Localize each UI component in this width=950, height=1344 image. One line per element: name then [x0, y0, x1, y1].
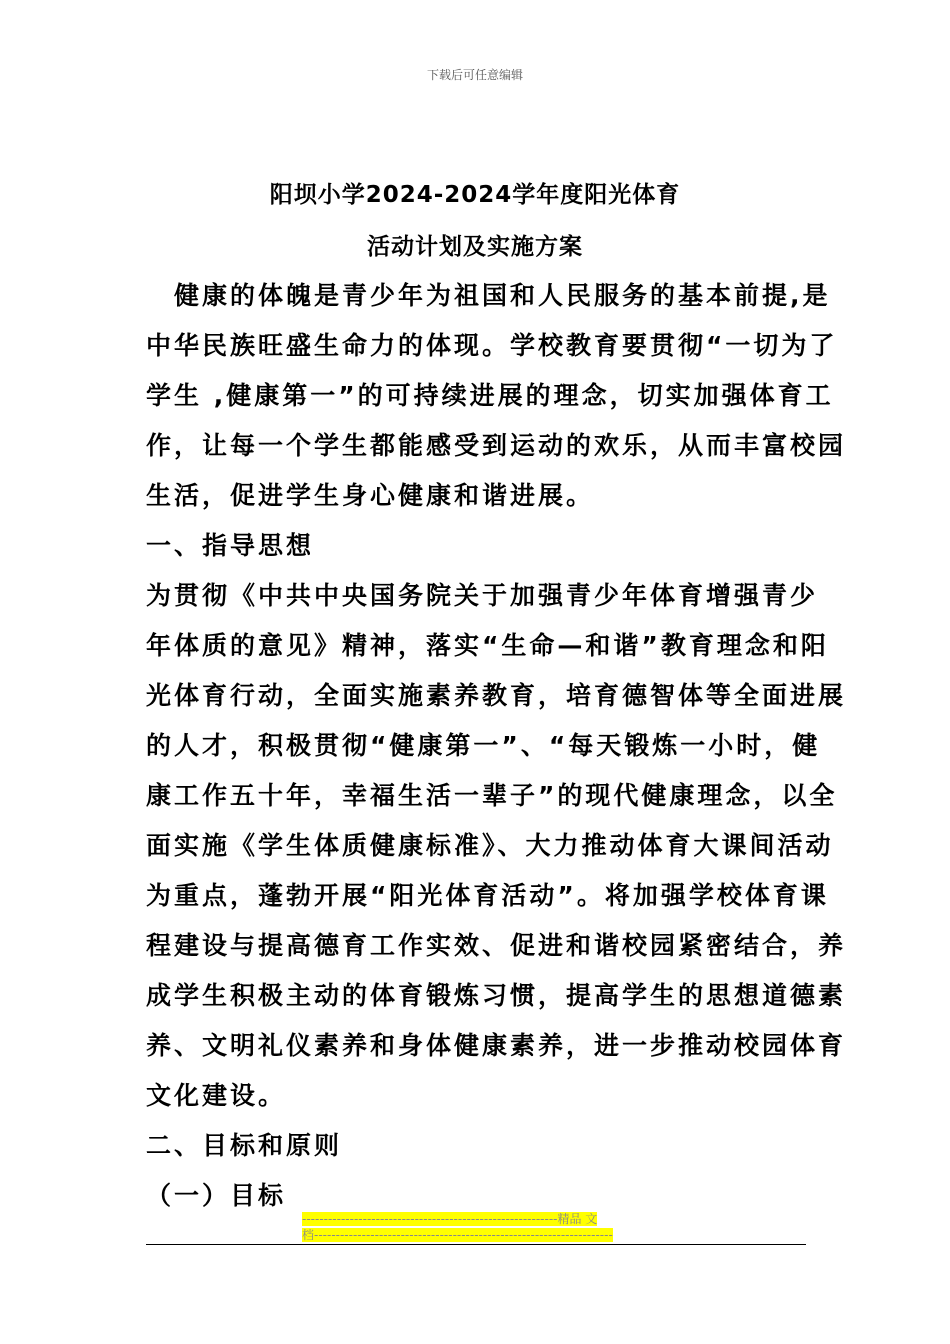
subsection-heading: （一）目标: [146, 1181, 287, 1210]
footer-watermark-line-2: [302, 1228, 652, 1242]
body-line: 年体质的意见》精神，落实“生命—和谐”教育理念和阳: [146, 631, 829, 660]
document-title-line-1: 阳坝小学2024-2024学年度阳光体育: [269, 182, 681, 208]
body-line: 为贯彻《中共中央国务院关于加强青少年体育增强青少: [146, 581, 819, 610]
body-line: 面实施《学生体质健康标准》、大力推动体育大课间活动: [146, 831, 834, 860]
body-line: 康工作五十年，幸福生活一辈子”的现代健康理念，以全: [146, 781, 838, 810]
section-heading-1: 一、指导思想: [146, 531, 315, 560]
body-line: 为重点，蓬勃开展“阳光体育活动”。将加强学校体育课: [146, 881, 829, 910]
body-line: 健康的体魄是青少年为祖国和人民服务的基本前提,是: [146, 281, 831, 310]
body-line: 中华民族旺盛生命力的体现。学校教育要贯彻“一切为了: [146, 331, 838, 360]
section-heading-2: 二、目标和原则: [146, 1131, 343, 1160]
body-line: 光体育行动，全面实施素养教育，培育德智体等全面进展: [146, 681, 847, 710]
footer-watermark-line-1: [302, 1212, 642, 1226]
footer-rule: [146, 1244, 806, 1245]
body-line: 养、文明礼仪素养和身体健康素养，进一步推动校园体育: [146, 1031, 847, 1060]
body-line: 作，让每一个学生都能感受到运动的欢乐，从而丰富校园: [146, 431, 847, 460]
document-title-line-2: 活动计划及实施方案: [367, 234, 583, 260]
header-note: 下载后可任意编辑: [426, 68, 523, 82]
body-line: 学生 ,健康第一”的可持续进展的理念，切实加强体育工: [146, 381, 834, 410]
footer-watermark-text: 档---------------------------------------------------------------------: [302, 1228, 613, 1242]
body-line: 的人才，积极贯彻“健康第一”、“每天锻炼一小时，健: [146, 731, 821, 760]
body-line: 文化建设。: [146, 1081, 287, 1110]
body-line: 生活，促进学生身心健康和谐进展。: [146, 481, 595, 510]
body-line: 成学生积极主动的体育锻炼习惯，提高学生的思想道德素: [146, 981, 847, 1010]
body-line: 程建设与提高德育工作实效、促进和谐校园紧密结合，养: [146, 931, 847, 960]
footer-watermark-text: -----------------------------------------------------------精品 文: [302, 1212, 598, 1226]
